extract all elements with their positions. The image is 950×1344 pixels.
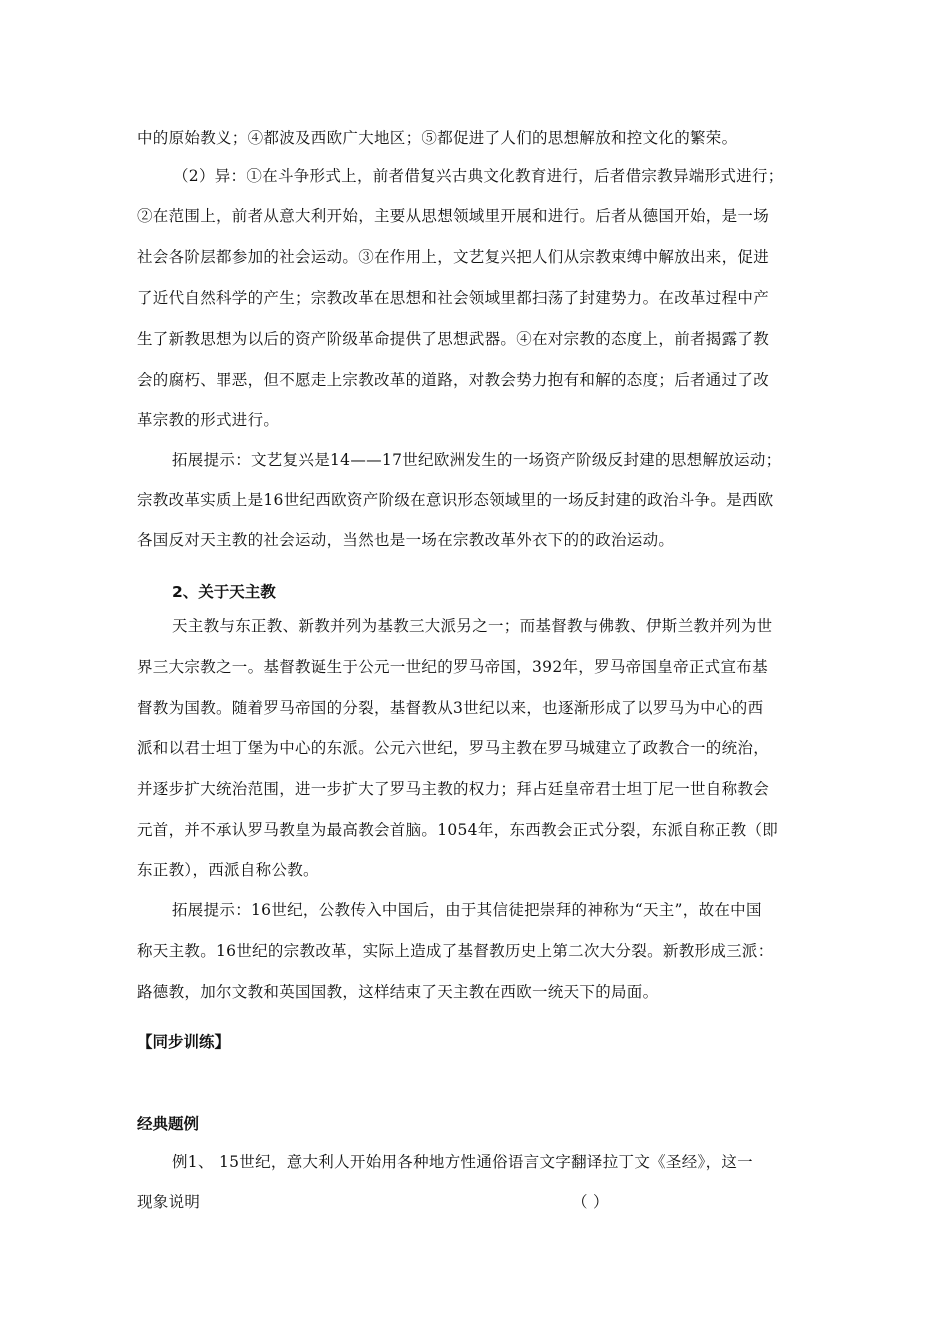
paragraph-line: 督教为国教。随着罗马帝国的分裂，基督教从3世纪以来，也逐渐形成了以罗马为中心的西: [137, 699, 764, 717]
paragraph-line: （2）异：①在斗争形式上，前者借复兴古典文化教育进行，后者借宗教异端形式进行；: [173, 167, 784, 185]
example-question-text: 现象说明: [137, 1193, 201, 1211]
paragraph-line: 界三大宗教之一。基督教诞生于公元一世纪的罗马帝国，392年，罗马帝国皇帝正式宣布基: [137, 658, 768, 676]
paragraph-line: 并逐步扩大统治范围，进一步扩大了罗马主教的权力；拜占廷皇帝君士坦丁尼一世自称教会: [137, 780, 770, 798]
paragraph-line: 拓展提示：16世纪，公教传入中国后，由于其信徒把崇拜的神称为“天主”，故在中国: [172, 901, 762, 919]
example-question-line: 例1、 15世纪，意大利人开始用各种地方性通俗语言文字翻译拉丁文《圣经》，这一: [172, 1153, 753, 1171]
paragraph-line: 了近代自然科学的产生；宗教改革在思想和社会领域里都扫荡了封建势力。在改革过程中产: [137, 289, 770, 307]
paragraph-line: 中的原始教义；④都波及西欧广大地区；⑤都促进了人们的思想解放和控文化的繁荣。: [137, 129, 738, 147]
paragraph-line: 派和以君士坦丁堡为中心的东派。公元六世纪，罗马主教在罗马城建立了政教合一的统治，: [137, 739, 770, 757]
paragraph-line: ②在范围上，前者从意大利开始，主要从思想领域里开展和进行。后者从德国开始，是一场: [137, 207, 770, 225]
example-question-line: [137, 1192, 817, 1212]
sync-training-heading: 【同步训练】: [137, 1033, 231, 1051]
paragraph-line: 拓展提示：文艺复兴是14——17世纪欧洲发生的一场资产阶级反封建的思想解放运动；: [172, 451, 782, 469]
answer-blank: （ ）: [572, 1193, 609, 1211]
paragraph-line: 各国反对天主教的社会运动，当然也是一场在宗教改革外衣下的的政治运动。: [137, 531, 675, 549]
paragraph-line: 革宗教的形式进行。: [137, 411, 280, 429]
paragraph-line: 生了新教思想为以后的资产阶级革命提供了思想武器。④在对宗教的态度上，前者揭露了教: [137, 330, 770, 348]
paragraph-line: 社会各阶层都参加的社会运动。③在作用上，文艺复兴把人们从宗教束缚中解放出来，促进: [137, 248, 770, 266]
paragraph-line: 东正教），西派自称公教。: [137, 861, 319, 879]
paragraph-line: 宗教改革实质上是16世纪西欧资产阶级在意识形态领域里的一场反封建的政治斗争。是西欧: [137, 491, 774, 509]
paragraph-line: 元首，并不承认罗马教皇为最高教会首脑。1054年，东西教会正式分裂，东派自称正教（即: [137, 821, 779, 839]
paragraph-line: 称天主教。16世纪的宗教改革，实际上造成了基督教历史上第二次大分裂。新教形成三派：: [137, 942, 774, 960]
section-heading: 2、关于天主教: [172, 583, 276, 601]
paragraph-line: 天主教与东正教、新教并列为基教三大派另之一；而基督教与佛教、伊斯兰教并列为世: [172, 617, 773, 635]
paragraph-line: 会的腐朽、罪恶，但不愿走上宗教改革的道路，对教会势力抱有和解的态度；后者通过了改: [137, 371, 770, 389]
classic-examples-heading: 经典题例: [137, 1115, 200, 1133]
paragraph-line: 路德教，加尔文教和英国国教，这样结束了天主教在西欧一统天下的局面。: [137, 983, 659, 1001]
